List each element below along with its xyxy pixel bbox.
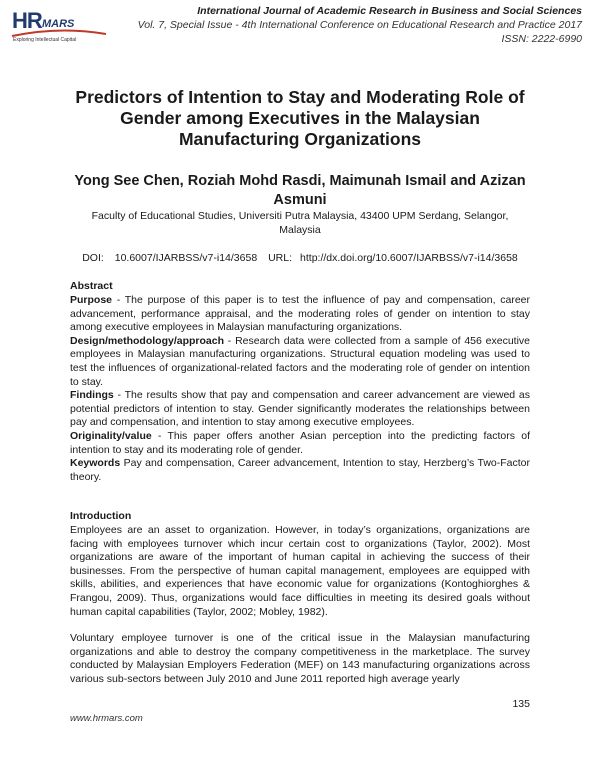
logo-hr-text: HR [12, 8, 42, 33]
purpose-label: Purpose [70, 294, 113, 306]
design-label: Design/methodology/approach [70, 334, 225, 347]
url-label: URL: [268, 252, 293, 264]
findings-label: Findings [70, 389, 114, 402]
abstract-heading: Abstract [70, 280, 113, 292]
page-number: 135 [512, 698, 530, 710]
originality-label: Originality/value [70, 429, 152, 442]
doi-label: DOI: [82, 252, 104, 264]
introduction-heading: Introduction [70, 510, 132, 522]
abstract-body [70, 294, 530, 484]
logo-mars-text: MARS [42, 18, 75, 30]
journal-issn: ISSN: 2222-6990 [501, 33, 582, 45]
keywords-label: Keywords [70, 457, 121, 470]
author-affiliation: Faculty of Educational Studies, Universiti Putra Malaysia, 43400 UPM Serdang, Selangor, Malaysia [91, 210, 509, 236]
abstract-design [70, 335, 530, 389]
abstract-keywords [70, 457, 530, 484]
paper-title: Predictors of Intention to Stay and Moderating Role of Gender among Executives in the Malaysian Manufacturing Organizations [75, 87, 525, 149]
footer-url[interactable]: www.hrmars.com [70, 713, 143, 724]
doi-value[interactable]: 10.6007/IJARBSS/v7-i14/3658 [114, 252, 258, 264]
abstract-originality [70, 430, 530, 457]
originality-text: - This paper offers another Asian perception into the predicting factors of intention to stay and its moderating role of gender. [70, 429, 530, 456]
doi-line [70, 252, 530, 264]
purpose-text: - The purpose of this paper is to test the influence of pay and compensation, career advancement, performance appraisal, and the moderating roles of gender on intention to stay among executive employees in Malaysian manufacturing organizations. [70, 294, 530, 334]
keywords-text: Pay and compensation, Career advancement, Intention to stay, Herzberg’s Two-Factor theory. [70, 457, 530, 483]
journal-issue: Vol. 7, Special Issue - 4th International Conference on Educational Research and Practice 2017 [137, 19, 582, 31]
logo-tagline: Exploring Intellectual Capital [13, 37, 77, 43]
journal-name: International Journal of Academic Research in Business and Social Sciences [197, 5, 582, 17]
intro-paragraph-1: Employees are an asset to organization. However, in today’s organizations, organizations are facing with employees turnover which incur certain cost to organizations (Taylor, 2002). Most organizations are aware of the important of human capital in achieving the success of their businesses. From the perspective of human capital management, employees are equipped with skills, abilities, and experiences that have economic value for organizations (Kontoghiorghes & Frangou, 2009). Thus, organizations would face difficulties in meeting its desired goals without human capital capabilities (Taylor, 2002; Mobley, 1982). [70, 524, 530, 618]
findings-text: - The results show that pay and compensation and career advancement are viewed as potential predictors of intention to stay. Gender significantly moderates the relationships between pay and compensation, and intention to stay among executive employees. [70, 389, 530, 429]
abstract-purpose [70, 294, 530, 335]
url-value[interactable]: http://dx.doi.org/10.6007/IJARBSS/v7-i14/3658 [300, 252, 518, 264]
hrmars-logo [10, 8, 114, 48]
introduction-body [70, 524, 530, 700]
paper-authors: Yong See Chen, Roziah Mohd Rasdi, Maimunah Ismail and Azizan Asmuni [74, 173, 526, 208]
intro-paragraph-2: Voluntary employee turnover is one of the critical issue in the Malaysian manufacturing organizations and able to destroy the company competitiveness in the marketplace. The survey conducted by Malaysian Employers Federation (MEF) on 143 manufacturing organizations across various sub-sectors between July 2010 and June 2011 reported high average yearly [70, 632, 530, 685]
abstract-findings [70, 389, 530, 430]
design-text: - Research data were collected from a sample of 456 executive employees in Malaysian manufacturing organizations. Structural equation modeling was used to test the influences of organizational-related factors and the moderating role of gender on intention to stay. [70, 334, 530, 388]
